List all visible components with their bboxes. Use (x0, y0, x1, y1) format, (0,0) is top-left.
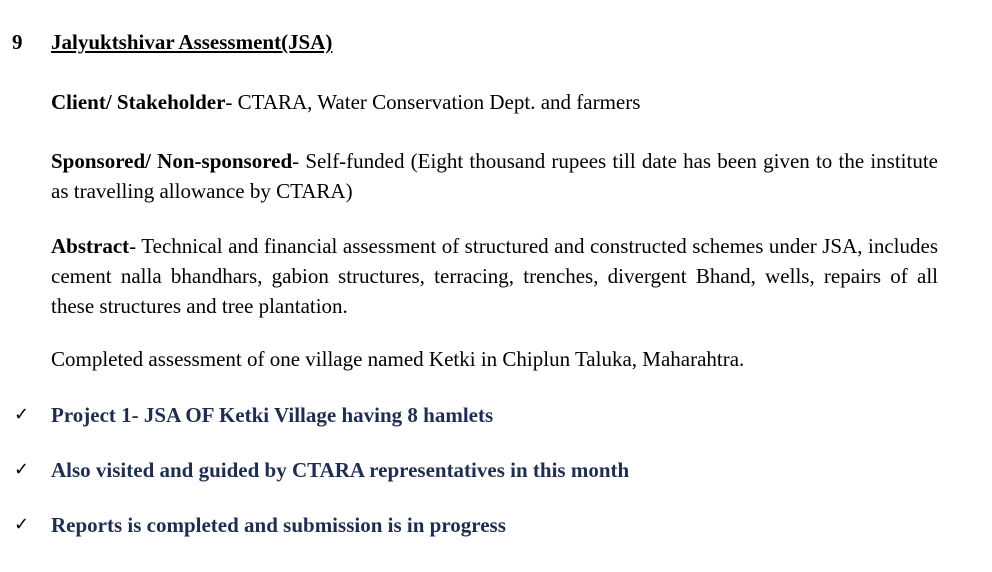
abstract-paragraph (51, 231, 938, 321)
completed-paragraph: Completed assessment of one village named Ketki in Chiplun Taluka, Maharahtra. (51, 347, 745, 371)
section-number: 9 (12, 30, 23, 54)
check-icon: ✓ (14, 514, 30, 535)
checklist-item (0, 455, 992, 485)
checklist-item-text: Project 1- JSA OF Ketki Village having 8 hamlets (51, 403, 494, 427)
check-icon: ✓ (14, 459, 30, 480)
checklist-item-text: Also visited and guided by CTARA representatives in this month (51, 458, 630, 482)
sponsor-text: - Self-funded (Eight thousand rupees till date has been given to the institute as travelling allowance by CTARA) (51, 149, 939, 203)
client-text: - CTARA, Water Conservation Dept. and farmers (225, 90, 641, 114)
checklist-item-text: Reports is completed and submission is in progress (51, 513, 506, 537)
checklist-item (0, 510, 992, 540)
client-paragraph (51, 87, 938, 117)
sponsor-paragraph (51, 146, 938, 206)
abstract-label: Abstract (51, 234, 130, 258)
section-title: Jalyuktshivar Assessment(JSA) (51, 30, 333, 54)
client-label: Client/ Stakeholder (51, 90, 226, 114)
check-icon: ✓ (14, 404, 30, 425)
checklist-item (0, 400, 992, 430)
abstract-text: - Technical and financial assessment of structured and constructed schemes under JSA, includes cement nalla bhandhars, gabion structures, terracing, trenches, divergent Bhand, wells, repairs of all these structures and tree plantation. (51, 234, 938, 318)
sponsor-label: Sponsored/ Non-sponsored (51, 149, 293, 173)
